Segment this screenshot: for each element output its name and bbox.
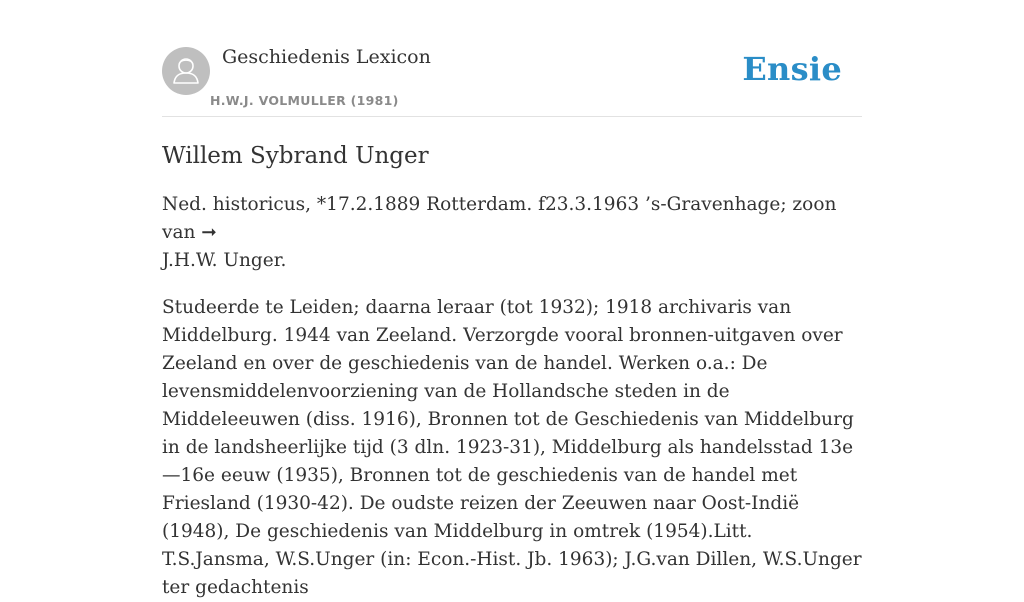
cross-reference-label: J.H.W. Unger.	[162, 250, 287, 271]
arrow-right-icon: ➞	[201, 222, 217, 243]
source-title[interactable]: Geschiedenis Lexicon	[222, 46, 431, 68]
intro-paragraph	[162, 191, 862, 275]
avatar[interactable]	[162, 47, 210, 95]
intro-text: Ned. historicus, *17.2.1889 Rotterdam. f23.3.1963 ’s-Gravenhage; zoon van	[162, 194, 837, 243]
body-paragraph: Studeerde te Leiden; daarna leraar (tot 1932); 1918 archivaris van Middelburg. 1944 van Zeeland. Verzorgde vooral bronnen-uitgaven over Zeeland en over de geschiedenis van de handel. Werken o.a.: De levensmiddelenvoorziening van de Hollandsche steden in de Middeleeuwen (diss. 1916), Bronnen tot de Geschiedenis van Middelburg in de landsheerlijke tijd (3 dln. 1923-31), Middelburg als handelsstad 13e—16e eeuw (1935), Bronnen tot de geschiedenis van de handel met Friesland (1930-42). De oudste reizen der Zeeuwen naar Oost-Indië (1948), De geschiedenis van Middelburg in omtrek (1954).Litt. T.S.Jansma, W.S.Unger (in: Econ.-Hist. Jb. 1963); J.G.van Dillen, W.S.Unger ter gedachtenis	[162, 297, 862, 598]
source-header	[162, 0, 862, 117]
article-title: Willem Sybrand Unger	[162, 143, 429, 169]
brand-logo[interactable]: Ensie	[742, 50, 842, 88]
user-icon	[162, 47, 210, 95]
source-author[interactable]: H.W.J. VOLMULLER (1981)	[210, 93, 399, 108]
